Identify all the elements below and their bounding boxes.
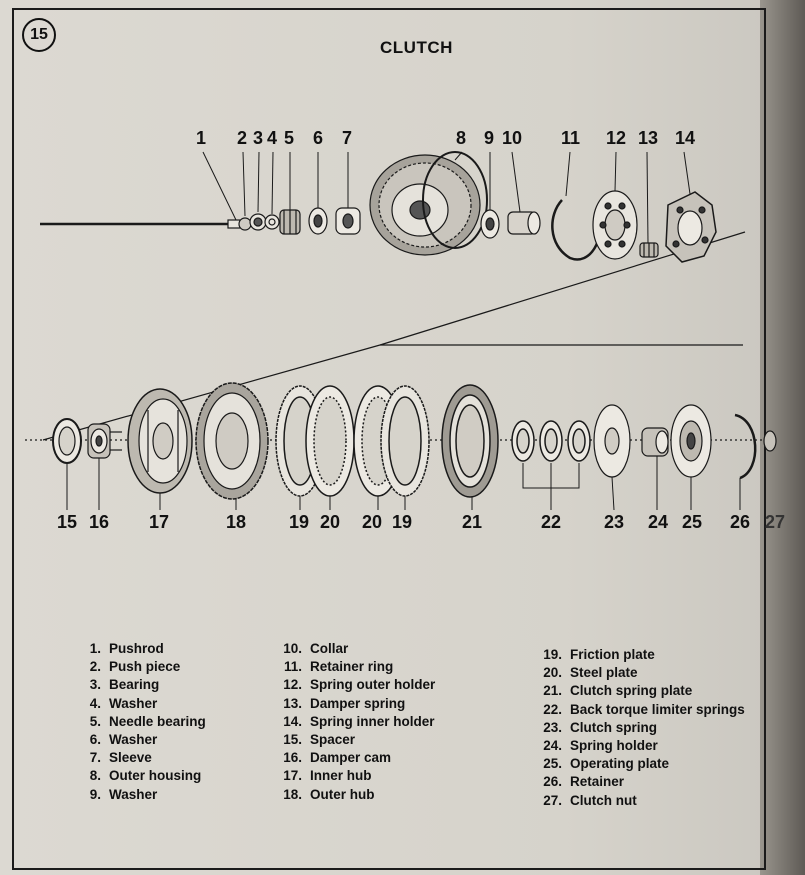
inner-hub-part xyxy=(128,389,192,493)
legend-item: 23. Clutch spring xyxy=(543,719,657,735)
legend-item: 6. Washer xyxy=(89,732,158,748)
callout-16: 16 xyxy=(89,512,110,532)
callout-8: 8 xyxy=(456,128,467,148)
pushrod-part xyxy=(40,220,240,228)
callout-4: 4 xyxy=(267,128,278,148)
legend-column-3 xyxy=(536,646,745,810)
clutch-spring-plate-part xyxy=(442,385,498,497)
legend-item: 20. Steel plate xyxy=(543,665,638,681)
legend-item: 18. Outer hub xyxy=(283,786,375,802)
legend-column-2 xyxy=(276,640,435,804)
callout-20-left: 20 xyxy=(320,512,341,532)
legend-item: 14. Spring inner holder xyxy=(283,713,435,729)
figure-title: CLUTCH xyxy=(380,38,453,57)
outer-hub-part xyxy=(196,383,268,499)
operating-plate-part xyxy=(671,405,711,477)
legend-item: 21. Clutch spring plate xyxy=(543,683,693,699)
clutch-plates-part xyxy=(276,386,429,496)
callout-14: 14 xyxy=(675,128,696,148)
legend-item: 22. Back torque limiter springs xyxy=(543,701,745,717)
callout-1: 1 xyxy=(196,128,207,148)
legend-item: 16. Damper cam xyxy=(283,750,392,766)
callout-9: 9 xyxy=(484,128,495,148)
callout-11: 11 xyxy=(561,128,581,148)
spacer-part xyxy=(53,419,81,463)
legend-item: 17. Inner hub xyxy=(283,768,372,784)
callout-24: 24 xyxy=(648,512,669,532)
legend-item: 15. Spacer xyxy=(283,732,356,748)
washer-collar-parts xyxy=(481,210,540,238)
spring-inner-holder-part xyxy=(666,192,716,262)
callout-26: 26 xyxy=(730,512,751,532)
callout-13: 13 xyxy=(638,128,659,148)
legend-item: 4. Washer xyxy=(89,695,158,711)
legend-item: 19. Friction plate xyxy=(543,647,655,662)
legend-item: 11. Retainer ring xyxy=(283,659,394,675)
damper-cam-part xyxy=(88,424,122,458)
callout-10: 10 xyxy=(502,128,523,148)
clutch-spring-part xyxy=(594,405,630,477)
callout-27: 27 xyxy=(765,512,786,532)
legend-item: 25. Operating plate xyxy=(543,756,670,772)
legend-item: 1. Pushrod xyxy=(89,641,164,656)
callout-2: 2 xyxy=(237,128,248,148)
callout-18: 18 xyxy=(226,512,247,532)
callout-7: 7 xyxy=(342,128,353,148)
back-torque-springs-part xyxy=(512,421,590,510)
retainer-part xyxy=(735,415,755,478)
legend-item: 9. Washer xyxy=(89,786,158,802)
legend-item: 2. Push piece xyxy=(89,659,181,675)
damper-spring-part xyxy=(640,243,658,257)
legend-item: 5. Needle bearing xyxy=(89,713,206,729)
washer-sleeve-parts xyxy=(309,208,360,234)
spring-holder-part xyxy=(642,428,668,456)
legend-item: 26. Retainer xyxy=(543,774,625,790)
spring-outer-holder-part xyxy=(593,191,637,259)
callout-3: 3 xyxy=(253,128,264,148)
callout-5: 5 xyxy=(284,128,295,148)
callout-19-right: 19 xyxy=(392,512,413,532)
legend-item: 10. Collar xyxy=(283,641,349,656)
legend-item: 24. Spring holder xyxy=(543,738,658,754)
figure-number: 15 xyxy=(22,18,56,52)
callout-12: 12 xyxy=(606,128,627,148)
callout-25: 25 xyxy=(682,512,703,532)
legend-item: 8. Outer housing xyxy=(89,768,202,784)
callout-22: 22 xyxy=(541,512,562,532)
callout-19-left: 19 xyxy=(289,512,310,532)
legend-column-1 xyxy=(75,640,206,804)
clutch-nut-part xyxy=(764,431,776,451)
callout-15: 15 xyxy=(57,512,78,532)
callout-21: 21 xyxy=(462,512,483,532)
outer-housing-part xyxy=(370,152,487,255)
legend-item: 3. Bearing xyxy=(89,677,160,693)
callout-20-right: 20 xyxy=(362,512,383,532)
bearing-parts xyxy=(239,210,300,234)
callout-23: 23 xyxy=(604,512,625,532)
legend-item: 13. Damper spring xyxy=(283,695,406,711)
legend-item: 7. Sleeve xyxy=(89,750,152,766)
legend-item: 12. Spring outer holder xyxy=(283,677,436,693)
callout-6: 6 xyxy=(313,128,324,148)
callout-17: 17 xyxy=(149,512,170,532)
legend-item: 27. Clutch nut xyxy=(543,792,637,808)
